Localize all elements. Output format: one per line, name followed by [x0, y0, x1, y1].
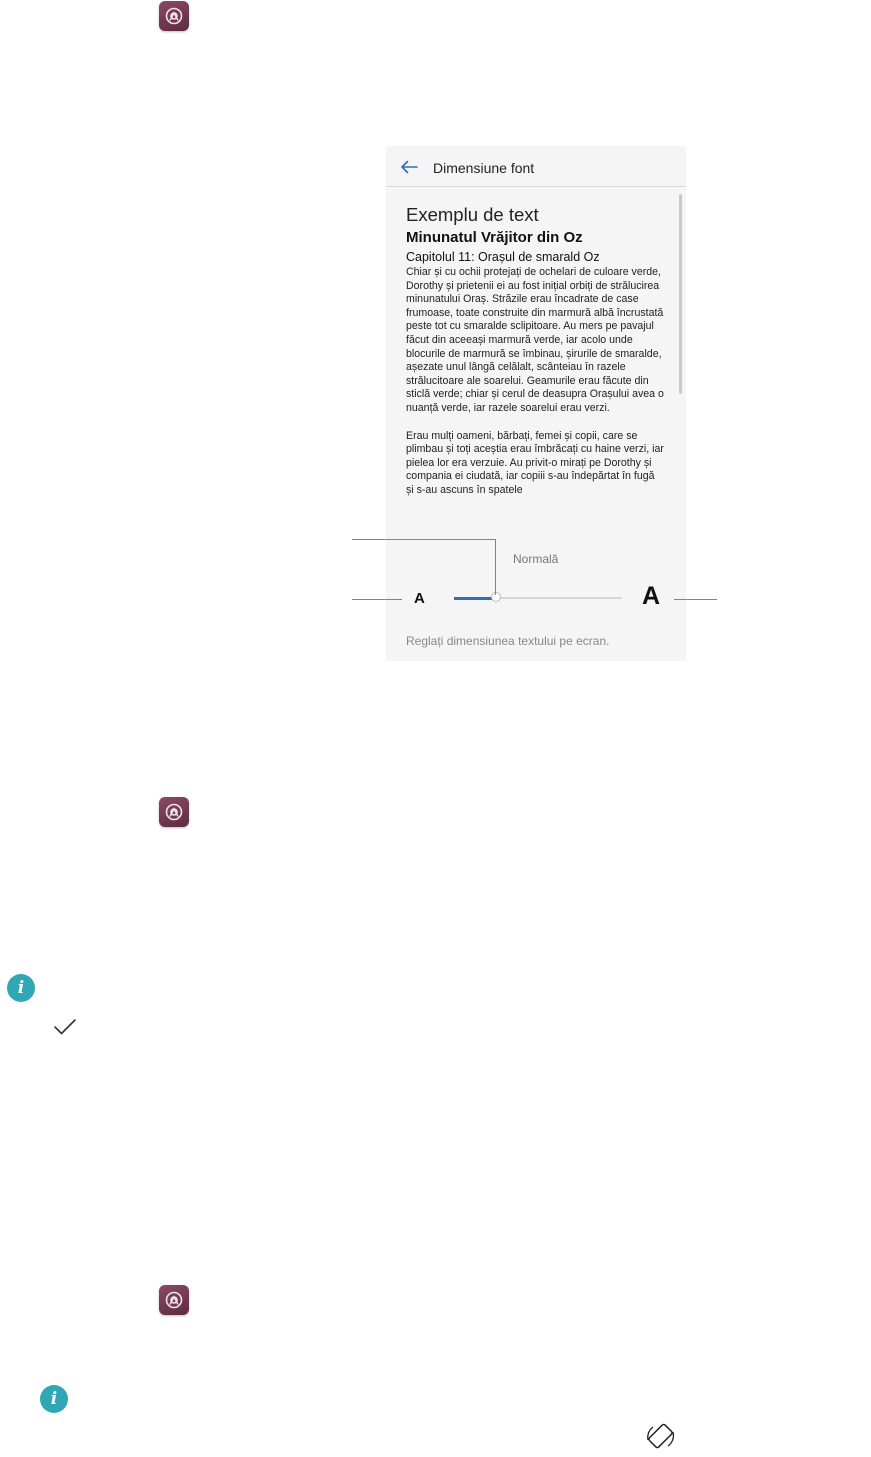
callout-line	[495, 539, 496, 595]
chapter-title: Capitolul 11: Orașul de smarald Oz	[406, 250, 600, 264]
top-bar	[386, 146, 686, 187]
info-icon: i	[7, 974, 35, 1002]
sample-heading: Exemplu de text	[406, 204, 539, 225]
info-icon: i	[40, 1385, 68, 1413]
large-font-label: A	[642, 582, 661, 610]
sample-paragraph: Chiar și cu ochii protejați de ochelari de culoare verde, Dorothy și prietenii ei au fost inițial orbiți de strălucirea minunatului Oraș. Străzile erau încadrate de case frumoase, toate construite din marmură albă încrustată peste tot cu smaralde sclipitoare. Au mers pe pavajul făcut din aceeași marmură verde, iar acolo unde blocurile de marmură se îmbinau, șirurile de smaralde, așezate unul lângă celălalt, scânteiau în razele strălucitoare ale soarelui. Geamurile erau făcute din sticlă verde; chiar și cerul de deasupra Orașului avea o nuanță verde, iar razele soarelui erau verzi.	[406, 266, 664, 414]
scrollbar[interactable]	[679, 194, 682, 394]
callout-line	[674, 599, 717, 600]
callout-line	[352, 539, 496, 540]
settings-icon	[159, 797, 189, 827]
settings-icon	[159, 1, 189, 31]
sample-text-preview	[406, 202, 664, 525]
font-size-label: Normală	[513, 552, 559, 566]
helper-text: Reglați dimensiunea textului pe ecran.	[406, 634, 610, 648]
check-icon	[53, 1018, 77, 1041]
font-size-screen	[386, 146, 686, 661]
auto-rotate-icon	[644, 1422, 678, 1457]
slider-fill	[454, 597, 496, 600]
callout-line	[352, 599, 402, 600]
back-arrow-icon[interactable]	[400, 160, 418, 179]
page-title: Dimensiune font	[433, 160, 535, 176]
sample-paragraph: Erau mulți oameni, bărbați, femei și copii, care se plimbau și toți aceștia erau îmbrăcați cu haine verzi, iar pielea lor era verzuie. Au privit-o mirați pe Dorothy și compania ei ciudată, iar copiii s-au îndepărtat în fugă și s-au ascuns în spatele	[406, 429, 664, 496]
settings-icon	[159, 1285, 189, 1315]
font-size-slider[interactable]	[454, 597, 622, 599]
slider-thumb[interactable]	[491, 592, 501, 602]
book-title: Minunatul Vrăjitor din Oz	[406, 229, 583, 246]
small-font-label: A	[414, 590, 425, 607]
